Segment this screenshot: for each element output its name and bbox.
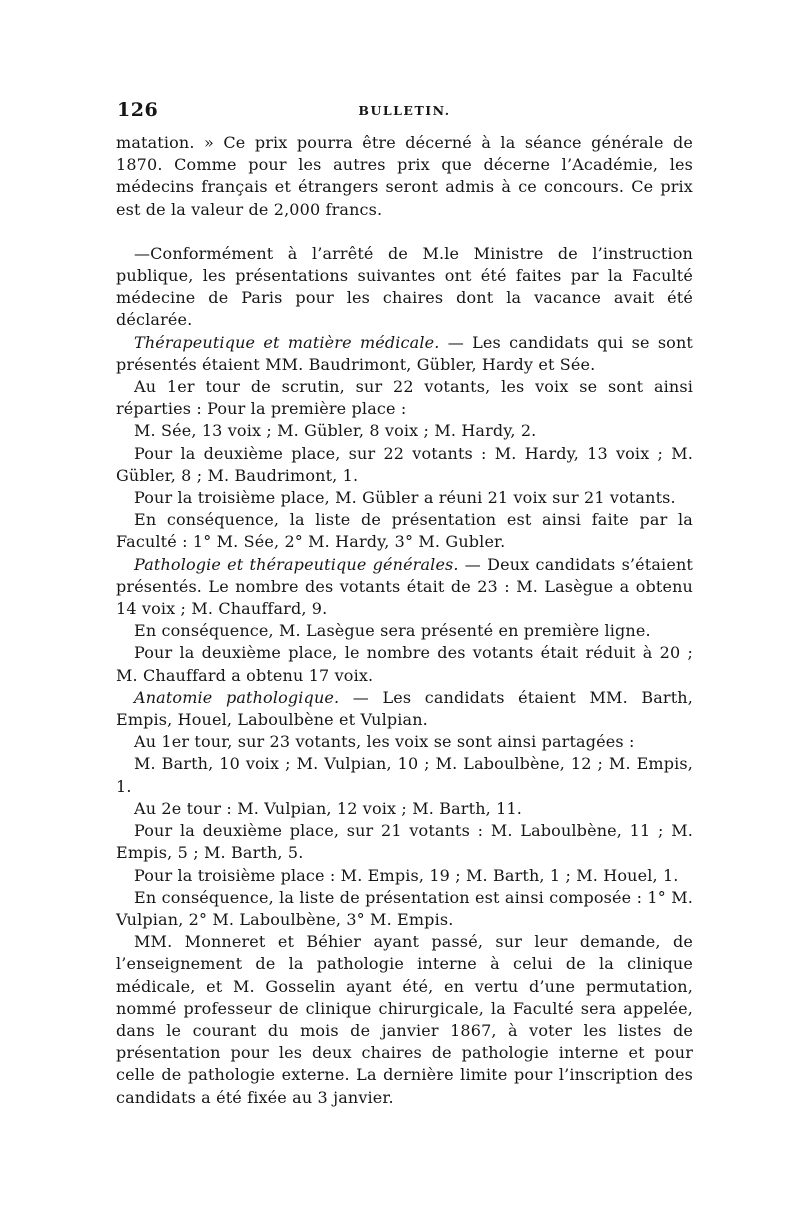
vote-paragraph: Pour la deuxième place, sur 22 votants : M. Hardy, 13 voix ; M. Gübler, 8 ; M. Baudrimont, 1.	[116, 443, 693, 485]
vote-paragraph: Pour la deuxième place, le nombre des votants était réduit à 20 ; M. Chauffard a obtenu 17 voix.	[116, 643, 693, 685]
result-paragraph: En conséquence, M. Lasègue sera présenté en première ligne.	[134, 621, 651, 641]
section-text: — Les candidats qui se sont présentés étaient MM. Baudrimont, Gübler, Hardy et Sée.	[116, 332, 694, 374]
prize-paragraph: matation. » Ce prix pourra être décerné à la séance générale de 1870. Comme pour les autres prix que décerne l’Académie, les médecins français et étrangers seront admis à ce concours. Ce prix est de la valeur de 2,000 francs.	[116, 133, 693, 219]
running-head: BULLETIN.	[358, 103, 451, 118]
vote-paragraph: Pour la troisième place : M. Empis, 19 ; M. Barth, 1 ; M. Houel, 1.	[134, 865, 679, 885]
page-header	[117, 99, 692, 125]
vote-paragraph: Au 1er tour, sur 23 votants, les voix se sont ainsi partagées :	[134, 732, 635, 752]
presentations-intro-paragraph: —Conformément à l’arrêté de M.le Ministre de l’instruction publique, les présentations suivantes ont été faites par la Faculté médecine de Paris pour les chaires dont la vacance avait été déclarée.	[116, 243, 693, 330]
body-text	[116, 132, 693, 1109]
result-paragraph: En conséquence, la liste de présentation est ainsi faite par la Faculté : 1° M. Sée, 2° M. Hardy, 3° M. Gubler.	[116, 510, 693, 552]
section-anatomie-pathologique	[116, 687, 693, 731]
vote-paragraph: M. Sée, 13 voix ; M. Gübler, 8 voix ; M. Hardy, 2.	[134, 421, 537, 441]
section-heading: Pathologie et thérapeutique générales.	[134, 554, 459, 574]
page-number: 126	[117, 99, 159, 121]
closing-paragraph: MM. Monneret et Béhier ayant passé, sur leur demande, de l’enseignement de la pathologie interne à celui de la clinique médicale, et M. Gosselin ayant été, en vertu d’une permutation, nommé professeur de clinique chirurgicale, la Faculté sera appelée, dans le courant du mois de janvier 1867, à voter les listes de présentation pour les deux chaires de pathologie interne et pour celle de pathologie externe. La dernière limite pour l’inscription des candidats a été fixée au 3 janvier.	[116, 932, 693, 1107]
vote-paragraph: Pour la deuxième place, sur 21 votants : M. Laboulbène, 11 ; M. Empis, 5 ; M. Barth, 5.	[116, 821, 693, 863]
section-heading: Anatomie pathologique.	[134, 687, 340, 707]
vote-paragraph: Au 1er tour de scrutin, sur 22 votants, les voix se sont ainsi réparties : Pour la première place :	[116, 377, 693, 419]
section-pathologie-generale	[116, 554, 693, 621]
vote-paragraph: Au 2e tour : M. Vulpian, 12 voix ; M. Barth, 11.	[134, 798, 523, 818]
section-text: — Deux candidats s’étaient présentés. Le nombre des votants était de 23 : M. Lasègue a obtenu 14 voix ; M. Chauffard, 9.	[116, 554, 693, 619]
section-heading: Thérapeutique et matière médicale.	[134, 332, 440, 352]
result-paragraph: En conséquence, la liste de présentation est ainsi composée : 1° M. Vulpian, 2° M. Laboulbène, 3° M. Empis.	[116, 887, 693, 929]
section-therapeutique	[116, 332, 693, 376]
vote-paragraph: M. Barth, 10 voix ; M. Vulpian, 10 ; M. Laboulbène, 12 ; M. Empis, 1.	[116, 754, 693, 796]
vote-paragraph: Pour la troisième place, M. Gübler a réuni 21 voix sur 21 votants.	[134, 488, 676, 508]
section-text: — Les candidats étaient MM. Barth, Empis, Houel, Laboulbène et Vulpian.	[116, 687, 693, 730]
